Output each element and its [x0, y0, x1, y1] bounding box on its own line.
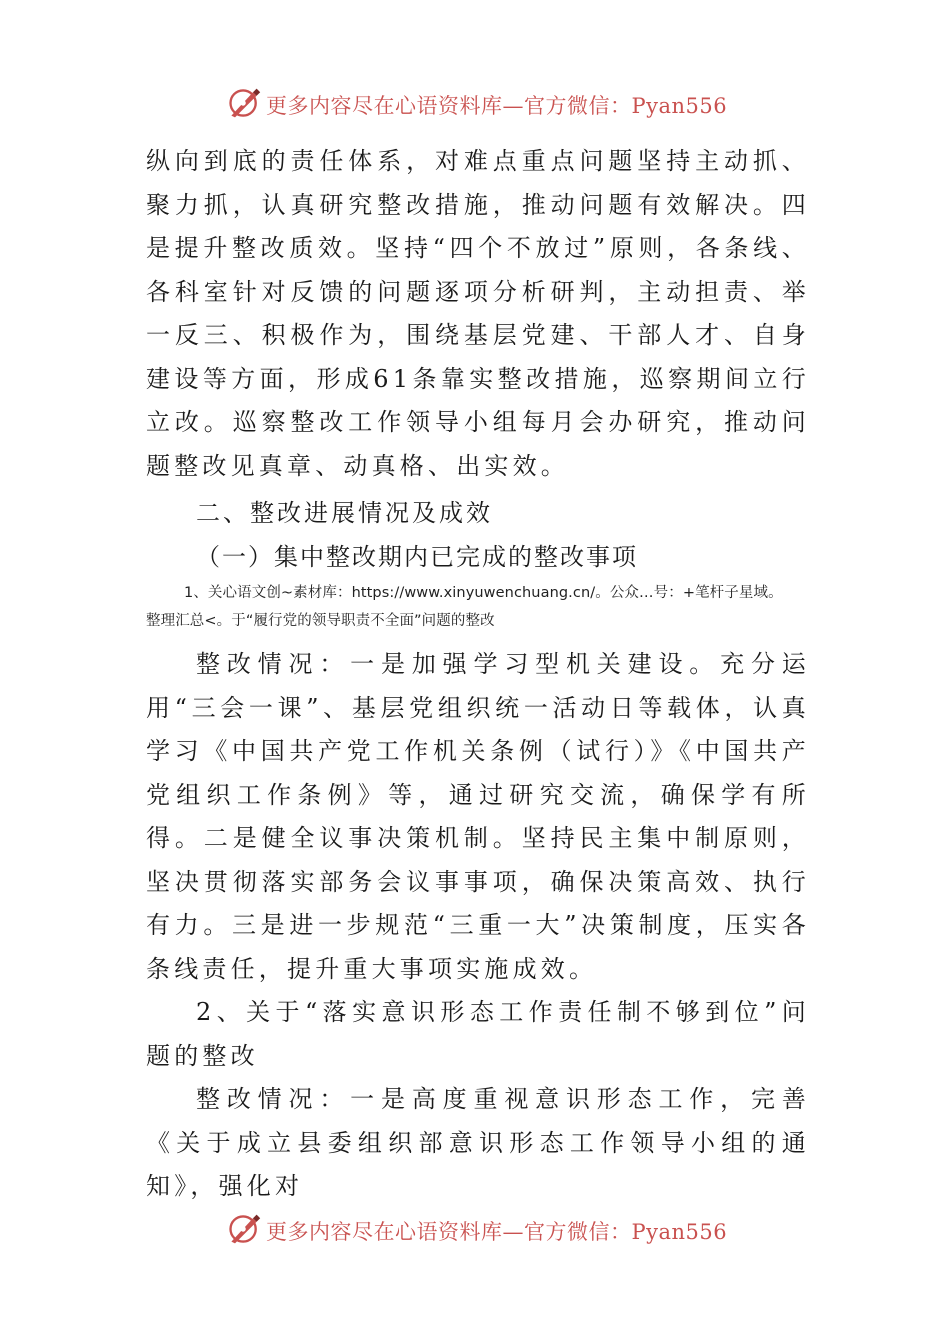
banner-text: 更多内容尽在心语资料库—官方微信：Pyan556: [266, 1220, 728, 1244]
document-body: [146, 140, 810, 1209]
paragraph: 纵向到底的责任体系，对难点重点问题坚持主动抓、聚力抓，认真研究整改措施，推动问题有效解决。四是提升整改质效。坚持“四个不放过”原则，各条线、各科室针对反馈的问题逐项分析研判，主动担责、举一反三、积极作为，围绕基层党建、干部人才、自身建设等方面，形成61条靠实整改措施，巡察期间立行立改。巡察整改工作领导小组每月会办研究，推动问题整改见真章、动真格、出实效。: [146, 147, 810, 480]
pen-circle-logo-icon: [226, 1211, 262, 1247]
header-banner: [0, 82, 950, 122]
inline-note: [146, 579, 812, 635]
item-heading: 2、关于“落实意识形态工作责任制不够到位”问题的整改: [146, 998, 810, 1070]
footer-banner: [0, 1208, 950, 1248]
paragraph: 整改情况：一是加强学习型机关建设。充分运用“三会一课”、基层党组织统一活动日等载体，认真学习《中国共产党工作机关条例（试行）》《中国共产党组织工作条例》等，通过研究交流，确保学有所得。二是健全议事决策机制。坚持民主集中制原则，坚决贯彻落实部务会议事事项，确保决策高效、执行有力。三是进一步规范“三重一大”决策制度，压实各条线责任，提升重大事项实施成效。: [146, 650, 810, 983]
note-line: 整理汇总<。于“履行党的领导职责不全面”问题的整改: [146, 613, 495, 629]
paragraph: 整改情况：一是高度重视意识形态工作，完善《关于成立县委组织部意识形态工作领导小组的通知》，强化对: [146, 1085, 810, 1200]
subsection-heading: （一）集中整改期内已完成的整改事项: [196, 542, 638, 571]
pen-circle-logo-icon: [226, 85, 262, 121]
section-heading: 二、整改进展情况及成效: [196, 499, 493, 527]
note-line: 1、关心语文创~素材库：https://www.xinyuwenchuang.cn/。公众…号：+笔杆子星域。: [184, 585, 783, 601]
banner-text: 更多内容尽在心语资料库—官方微信：Pyan556: [266, 94, 728, 118]
